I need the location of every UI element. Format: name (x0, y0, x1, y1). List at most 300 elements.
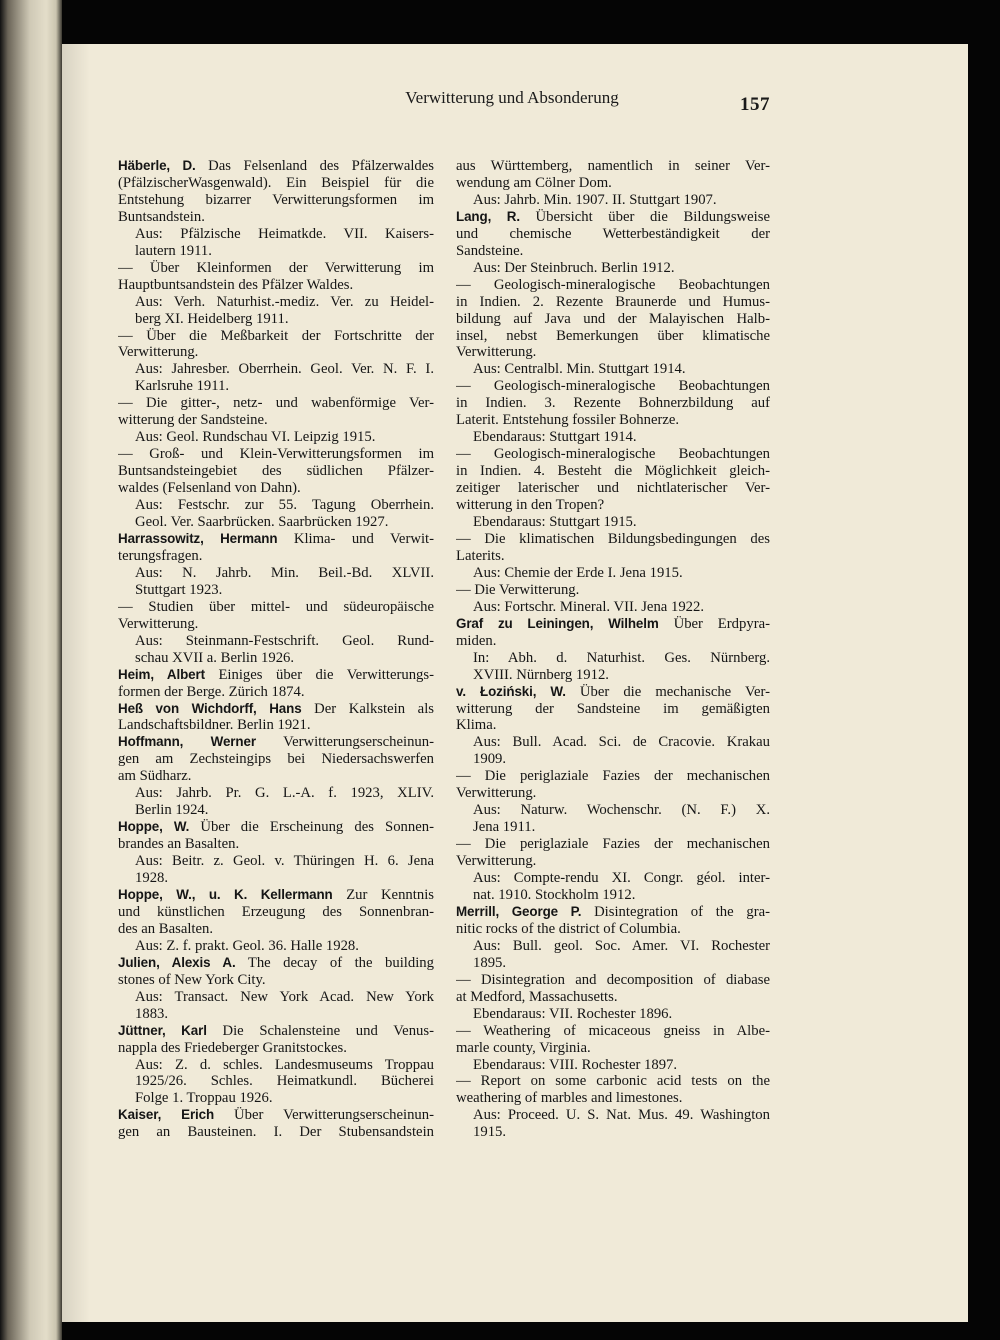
line-text: Aus: Fortschr. Mineral. VII. Jena 1922. (473, 598, 705, 615)
citation-source (118, 989, 434, 1023)
line-text: Berlin 1924. (135, 802, 209, 819)
text-line (118, 904, 434, 921)
bibliography-entry (456, 1073, 770, 1107)
bibliography-entry (118, 260, 434, 294)
bibliography-entry (456, 1023, 770, 1057)
text-line (135, 785, 434, 802)
bibliography-entry (456, 277, 770, 362)
line-text: Ebendaraus: Stuttgart 1915. (473, 514, 637, 531)
line-text: Aus: Jahresber. Oberrhein. Geol. Ver. N. F. I. (135, 361, 434, 378)
line-text: — Die Verwitterung. (456, 581, 580, 598)
bibliography-entry (118, 158, 434, 226)
bibliography-entry (456, 158, 770, 192)
line-text: Aus: Chemie der Erde I. Jena 1915. (473, 564, 683, 581)
text-line (135, 243, 434, 260)
line-text: 1909. (473, 751, 507, 768)
line-text: Aus: Geol. Rundschau VI. Leipzig 1915. (135, 429, 376, 446)
line-text: Aus: N. Jahrb. Min. Beil.-Bd. XLVII. (135, 564, 434, 581)
bibliography-column-right (456, 158, 770, 1141)
line-text: — Die gitter-, netz- und wabenförmige Ver- (118, 395, 434, 412)
line-text: Zur Kenntnis (332, 886, 434, 903)
text-line (118, 972, 434, 989)
line-text: The decay of the building (235, 954, 434, 971)
citation-source (456, 938, 770, 972)
text-line (456, 497, 770, 514)
bibliography-entry (118, 819, 434, 853)
line-text: terungsfragen. (118, 547, 203, 564)
text-line (456, 684, 770, 701)
line-text: Laterit. Entstehung fossiler Bohnerze. (456, 412, 680, 429)
citation-source (456, 514, 770, 531)
line-text: Landschaftsbildner. Berlin 1921. (118, 717, 311, 734)
author-name: Julien, Alexis A. (118, 954, 236, 970)
text-line (118, 1023, 434, 1040)
text-line (473, 1006, 770, 1023)
text-line (118, 548, 434, 565)
line-text: Jena 1911. (473, 819, 536, 836)
line-text: — Groß- und Klein-Verwitterungsformen im (118, 446, 434, 463)
text-line (456, 701, 770, 718)
text-line (135, 1057, 434, 1074)
citation-source (118, 226, 434, 260)
line-text: Aus: Bull. Acad. Sci. de Cracovie. Krakau (473, 734, 770, 751)
text-line (456, 921, 770, 938)
line-text: Über Verwitterungserscheinun- (214, 1107, 434, 1124)
author-name: Harrassowitz, Hermann (118, 530, 278, 546)
text-line (456, 311, 770, 328)
line-text: Über die Erscheinung des Sonnen- (189, 819, 434, 836)
bibliography-entry (456, 582, 770, 599)
text-line (456, 277, 770, 294)
bibliography-entry (118, 446, 434, 497)
text-line (118, 921, 434, 938)
citation-source (456, 260, 770, 277)
line-text: am Südharz. (118, 768, 192, 785)
line-text: Aus: Centralbl. Min. Stuttgart 1914. (473, 361, 686, 378)
line-text: — Die klimatischen Bildungsbedingungen des (456, 530, 770, 547)
line-text: — Studien über mittel- und südeuropäische (118, 598, 434, 615)
text-line (135, 582, 434, 599)
text-line (456, 853, 770, 870)
line-text: 1928. (135, 870, 169, 887)
line-text: Verwitterung. (456, 853, 537, 870)
line-text: Geol. Ver. Saarbrücken. Saarbrücken 1927. (135, 514, 389, 531)
text-line (456, 480, 770, 497)
text-line (118, 260, 434, 277)
text-line (456, 717, 770, 734)
text-line (456, 175, 770, 192)
author-name: v. Łoziński, W. (456, 683, 566, 699)
line-text: — Weathering of micaceous gneiss in Albe- (456, 1022, 770, 1039)
text-line (456, 633, 770, 650)
adjacent-page-edge (0, 0, 62, 1340)
bibliography-column-left (118, 158, 434, 1141)
author-name: Hoppe, W., u. K. Kellermann (118, 886, 333, 902)
text-line (118, 192, 434, 209)
line-text: in Indien. 2. Rezente Braunerde und Humus- (456, 293, 770, 310)
line-text: Ebendaraus: VIII. Rochester 1897. (473, 1056, 678, 1073)
line-text: Aus: Beitr. z. Geol. v. Thüringen H. 6. Jena (135, 853, 434, 870)
text-line (456, 395, 770, 412)
line-text: bildung auf Java und der Malayischen Halb- (456, 310, 770, 327)
text-line (135, 1006, 434, 1023)
text-line (118, 717, 434, 734)
line-text: Aus: Der Steinbruch. Berlin 1912. (473, 259, 675, 276)
citation-source (456, 650, 770, 684)
text-line (456, 294, 770, 311)
citation-source (118, 294, 434, 328)
line-text: witterung der Sandsteine im gemäßigten (456, 700, 770, 717)
author-name: Graf zu Leiningen, Wilhelm (456, 615, 659, 631)
text-line (473, 955, 770, 972)
text-line (135, 429, 434, 446)
text-line (456, 989, 770, 1006)
line-text: Verwitterung. (118, 344, 199, 361)
line-text: schau XVII a. Berlin 1926. (135, 649, 295, 666)
line-text: aus Württemberg, namentlich in seiner Ver- (456, 158, 770, 174)
citation-source (456, 361, 770, 378)
text-line (118, 751, 434, 768)
citation-source (456, 565, 770, 582)
line-text: formen der Berge. Zürich 1874. (118, 683, 305, 700)
line-text: Über die mechanische Ver- (565, 683, 770, 700)
text-line (135, 565, 434, 582)
line-text: Der Kalkstein als (301, 700, 434, 717)
author-name: Hoffmann, Werner (118, 734, 256, 750)
line-text: und chemische Wetterbeständigkeit der (456, 225, 770, 242)
text-line (135, 989, 434, 1006)
line-text: XVIII. Nürnberg 1912. (473, 666, 609, 683)
line-text: Die Schalensteine und Venus- (206, 1022, 434, 1039)
text-line (135, 226, 434, 243)
line-text: miden. (456, 632, 497, 649)
bibliography-entry (118, 395, 434, 429)
text-line (118, 1040, 434, 1057)
line-text: 1883. (135, 1005, 169, 1022)
line-text: (PfälzischerWasgenwald). Ein Beispiel für die (118, 174, 434, 191)
running-title: Verwitterung und Absonderung (405, 88, 619, 107)
line-text: Übersicht über die Bildungsweise (519, 208, 770, 225)
text-line (473, 938, 770, 955)
bibliography-entry (118, 667, 434, 701)
line-text: Verwitterung. (118, 615, 199, 632)
citation-source (456, 870, 770, 904)
line-text: zeitiger laterischer und nichtlaterischer Ver- (456, 480, 770, 497)
text-line (456, 548, 770, 565)
line-text: Aus: Naturw. Wochenschr. (N. F.) X. (473, 802, 770, 819)
line-text: 1915. (473, 1124, 507, 1141)
text-line (456, 1090, 770, 1107)
bibliography-entry (456, 768, 770, 802)
text-line (135, 938, 434, 955)
text-line (473, 667, 770, 684)
citation-source (456, 1107, 770, 1141)
line-text: Aus: Z. f. prakt. Geol. 36. Halle 1928. (135, 937, 359, 954)
line-text: witterung der Sandsteine. (118, 412, 268, 429)
bibliography-entry (118, 531, 434, 565)
line-text: Aus: Compte-rendu XI. Congr. géol. inter- (473, 870, 770, 887)
citation-source (456, 734, 770, 768)
text-line (456, 463, 770, 480)
line-text: Einiges über die Verwitterungs- (204, 666, 434, 683)
line-text: — Über Kleinformen der Verwitterung im (118, 259, 434, 276)
citation-source (456, 1057, 770, 1074)
text-line (456, 412, 770, 429)
text-line (456, 446, 770, 463)
text-line (118, 836, 434, 853)
citation-source (118, 497, 434, 531)
text-line (118, 344, 434, 361)
page-number: 157 (740, 94, 770, 115)
line-text: 1895. (473, 954, 507, 971)
citation-source (118, 565, 434, 599)
text-line (473, 802, 770, 819)
bibliography-entry (118, 1023, 434, 1057)
line-text: Aus: Jahrb. Min. 1907. II. Stuttgart 1907. (473, 191, 717, 208)
text-line (456, 1023, 770, 1040)
line-text: — Geologisch-mineralogische Beobachtungen (456, 446, 770, 463)
text-line (473, 1124, 770, 1141)
citation-source (456, 802, 770, 836)
bibliography-entry (456, 836, 770, 870)
line-text: witterung in den Tropen? (456, 497, 605, 514)
text-line (118, 412, 434, 429)
author-name: Lang, R. (456, 208, 520, 224)
text-line (135, 633, 434, 650)
line-text: Aus: Bull. geol. Soc. Amer. VI. Rochester (473, 937, 770, 954)
text-line (456, 209, 770, 226)
line-text: In: Abh. d. Naturhist. Ges. Nürnberg. (473, 649, 770, 666)
line-text: und künstlichen Erzeugung des Sonnenbran- (118, 903, 434, 920)
citation-source (118, 633, 434, 667)
line-text: Verwitterungserscheinun- (255, 734, 434, 751)
line-text: in Indien. 4. Besteht die Möglichkeit gleich- (456, 463, 770, 480)
bibliography-entry (118, 599, 434, 633)
text-line (473, 650, 770, 667)
line-text: Aus: Pfälzische Heimatkde. VII. Kaisers- (135, 225, 434, 242)
line-text: Klima- und Verwit- (277, 530, 434, 547)
citation-source (118, 785, 434, 819)
text-line (473, 870, 770, 887)
line-text: Buntsandsteingebiet des südlichen Pfälzer- (118, 463, 434, 480)
text-line (456, 531, 770, 548)
line-text: des an Basalten. (118, 920, 214, 937)
text-line (118, 701, 434, 718)
text-line (118, 684, 434, 701)
bibliography-entry (118, 701, 434, 735)
citation-source (118, 1057, 434, 1108)
text-line (118, 1107, 434, 1124)
text-line (473, 751, 770, 768)
citation-source (456, 192, 770, 209)
citation-source (456, 429, 770, 446)
text-line (118, 1124, 434, 1141)
line-text: Klima. (456, 717, 497, 734)
text-line (135, 1073, 434, 1090)
text-line (473, 819, 770, 836)
line-text: — Report on some carbonic acid tests on the (456, 1073, 770, 1090)
line-text: Entstehung bizarrer Verwitterungsformen im (118, 191, 434, 208)
line-text: waldes (Felsenland von Dahn). (118, 480, 301, 497)
text-line (135, 378, 434, 395)
text-line (118, 480, 434, 497)
text-line (456, 972, 770, 989)
line-text: 1925/26. Schles. Heimatkundl. Bücherei (135, 1073, 434, 1090)
citation-source (118, 938, 434, 955)
text-line (135, 514, 434, 531)
text-line (456, 344, 770, 361)
text-line (473, 514, 770, 531)
line-text: Verwitterung. (456, 785, 537, 802)
bibliography-entry (456, 904, 770, 938)
text-line (456, 1040, 770, 1057)
text-line (118, 734, 434, 751)
line-text: Hauptbuntsandstein des Pfälzer Waldes. (118, 276, 354, 293)
line-text: Buntsandstein. (118, 208, 205, 225)
citation-source (456, 599, 770, 616)
text-line (456, 328, 770, 345)
line-text: Aus: Verh. Naturhist.-mediz. Ver. zu Heidel- (135, 293, 434, 310)
text-line (118, 667, 434, 684)
bibliography-entry (456, 209, 770, 260)
text-line (135, 802, 434, 819)
line-text: nappla des Friedeberger Granitstockes. (118, 1039, 347, 1056)
text-line (135, 361, 434, 378)
line-text: marle county, Virginia. (456, 1039, 591, 1056)
citation-source (118, 361, 434, 395)
line-text: Disintegration of the gra- (581, 903, 770, 920)
text-line (118, 599, 434, 616)
text-line (118, 277, 434, 294)
line-text: nitic rocks of the district of Columbia. (456, 920, 681, 937)
text-line (473, 887, 770, 904)
line-text: Aus: Jahrb. Pr. G. L.-A. f. 1923, XLIV. (135, 785, 434, 802)
text-line (473, 1107, 770, 1124)
line-text: Aus: Z. d. schles. Landesmuseums Troppau (135, 1056, 434, 1073)
text-line (456, 616, 770, 633)
text-line (135, 1090, 434, 1107)
text-line (456, 243, 770, 260)
text-line (473, 1057, 770, 1074)
text-line (473, 429, 770, 446)
bibliography-entry (456, 616, 770, 650)
bibliography-entry (118, 328, 434, 362)
bibliography-entry (118, 1107, 434, 1141)
text-line (118, 395, 434, 412)
text-line (118, 887, 434, 904)
page-header (62, 88, 968, 118)
line-text: Ebendaraus: VII. Rochester 1896. (473, 1005, 673, 1022)
text-line (456, 836, 770, 853)
line-text: weathering of marbles and limestones. (456, 1090, 683, 1107)
line-text: berg XI. Heidelberg 1911. (135, 310, 289, 327)
text-line (473, 565, 770, 582)
text-line (118, 616, 434, 633)
text-line (456, 904, 770, 921)
line-text: — Disintegration and decomposition of diabase (456, 971, 770, 988)
text-line (456, 582, 770, 599)
line-text: — Die periglaziale Fazies der mechanischen (456, 836, 770, 853)
author-name: Jüttner, Karl (118, 1022, 207, 1038)
line-text: Sandsteine. (456, 242, 524, 259)
text-line (135, 853, 434, 870)
bibliography-entry (456, 446, 770, 514)
text-line (456, 158, 770, 175)
text-line (135, 650, 434, 667)
line-text: Laterits. (456, 547, 505, 564)
line-text: brandes an Basalten. (118, 836, 240, 853)
author-name: Heß von Wichdorff, Hans (118, 700, 302, 716)
line-text: — Über die Meßbarkeit der Fortschritte der (118, 327, 434, 344)
text-line (473, 361, 770, 378)
citation-source (456, 1006, 770, 1023)
line-text: Aus: Steinmann-Festschrift. Geol. Rund- (135, 632, 434, 649)
line-text: at Medford, Massachusetts. (456, 988, 618, 1005)
text-line (456, 785, 770, 802)
citation-source (118, 429, 434, 446)
text-line (473, 260, 770, 277)
text-line (473, 734, 770, 751)
author-name: Hoppe, W. (118, 819, 190, 835)
text-line (135, 294, 434, 311)
line-text: gen am Zechsteingips bei Niedersachswerfen (118, 751, 434, 768)
line-text: in Indien. 3. Rezente Bohnerzbildung auf (456, 395, 770, 412)
author-name: Merrill, George P. (456, 903, 582, 919)
bibliography-entry (456, 972, 770, 1006)
line-text: — Geologisch-mineralogische Beobachtungen (456, 378, 770, 395)
line-text: Das Felsenland des Pfälzerwaldes (195, 158, 434, 174)
citation-source (118, 853, 434, 887)
line-text: Verwitterung. (456, 344, 537, 361)
text-line (118, 463, 434, 480)
line-text: Über Erdpyra- (658, 615, 770, 632)
line-text: Aus: Transact. New York Acad. New York (135, 988, 434, 1005)
author-name: Kaiser, Erich (118, 1107, 215, 1123)
line-text: Karlsruhe 1911. (135, 378, 230, 395)
text-line (118, 446, 434, 463)
text-line (118, 158, 434, 175)
line-text: nat. 1910. Stockholm 1912. (473, 886, 636, 903)
text-line (456, 378, 770, 395)
line-text: gen an Bausteinen. I. Der Stubensandstein (118, 1124, 434, 1141)
bibliography-entry (456, 684, 770, 735)
bibliography-entry (456, 378, 770, 429)
text-line (135, 311, 434, 328)
bibliography-entry (118, 887, 434, 938)
text-line (456, 226, 770, 243)
text-line (118, 175, 434, 192)
text-line (456, 768, 770, 785)
text-line (456, 1073, 770, 1090)
line-text: Aus: Festschr. zur 55. Tagung Oberrhein. (135, 497, 434, 514)
text-line (118, 768, 434, 785)
text-line (473, 599, 770, 616)
line-text: wendung am Cölner Dom. (456, 174, 612, 191)
text-line (473, 192, 770, 209)
line-text: Stuttgart 1923. (135, 581, 223, 598)
line-text: stones of New York City. (118, 971, 266, 988)
bibliography-entry (118, 734, 434, 785)
text-line (118, 209, 434, 226)
text-line (135, 497, 434, 514)
line-text: Aus: Proceed. U. S. Nat. Mus. 49. Washington (473, 1107, 770, 1124)
line-text: — Geologisch-mineralogische Beobachtungen (456, 276, 770, 293)
line-text: lautern 1911. (135, 242, 212, 259)
text-line (118, 531, 434, 548)
line-text: Folge 1. Troppau 1926. (135, 1090, 273, 1107)
text-line (118, 955, 434, 972)
author-name: Heim, Albert (118, 666, 205, 682)
